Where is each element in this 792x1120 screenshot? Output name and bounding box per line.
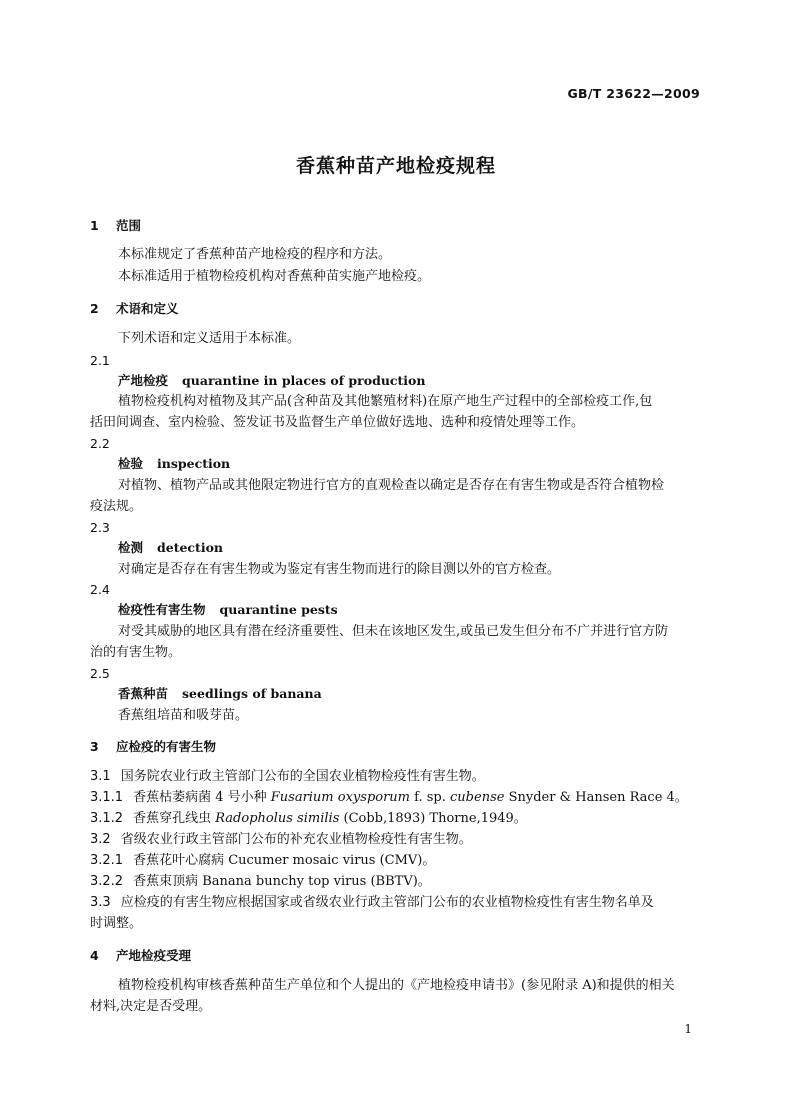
section-2-intro: 下列术语和定义适用于本标准。	[118, 331, 301, 346]
term-definition-line: 对受其威胁的地区具有潜在经济重要性、但未在该地区发生,或虽已发生但分布不广并进行官方防	[118, 624, 669, 639]
term-number: 2.2	[90, 436, 110, 451]
clause-3-1-2: 3.1.2 香蕉穿孔线虫 Radopholus similis (Cobb,1893) Thorne,1949。	[90, 811, 527, 826]
term-definition-line: 对植物、植物产品或其他限定物进行官方的直观检查以确定是否存在有害生物或是否符合植物检	[118, 478, 665, 493]
page-number: 1	[684, 1022, 692, 1036]
section-1-heading: 1 范围	[90, 218, 142, 233]
term-number: 2.4	[90, 582, 110, 597]
section-4-para-line: 植物检疫机构审核香蕉种苗生产单位和个人提出的《产地检疫申请书》(参见附录 A)和提供的相关	[118, 978, 675, 993]
term-definition-line: 治的有害生物。	[90, 645, 182, 660]
clause-3-3-line-2: 时调整。	[90, 916, 143, 931]
clause-3-2-1: 3.2.1 香蕉花叶心腐病 Cucumer mosaic virus (CMV)。	[90, 853, 436, 868]
term-number: 2.5	[90, 666, 110, 681]
term-heading: 香蕉种苗 seedlings of banana	[118, 686, 322, 701]
section-3-heading: 3 应检疫的有害生物	[90, 739, 217, 754]
document-title: 香蕉种苗产地检疫规程	[295, 155, 496, 177]
term-definition-line: 疫法规。	[90, 499, 143, 514]
term-number: 2.1	[90, 353, 110, 368]
section-2-heading: 2 术语和定义	[90, 301, 179, 316]
term-definition-line: 括田间调查、室内检验、签发证书及监督生产单位做好选地、选种和疫情处理等工作。	[90, 415, 585, 430]
clause-3-2: 3.2 省级农业行政主管部门公布的补充农业植物检疫性有害生物。	[90, 832, 472, 847]
term-heading: 检测 detection	[118, 540, 223, 555]
clause-3-1-1: 3.1.1 香蕉枯萎病菌 4 号小种 Fusarium oxysporum f. sp. cubense Snyder & Hansen Race 4。	[90, 790, 688, 805]
term-heading: 检疫性有害生物 quarantine pests	[118, 602, 338, 617]
term-definition-line: 植物检疫机构对植物及其产品(含种苗及其他繁殖材料)在原产地生产过程中的全部检疫工作,包	[118, 394, 653, 409]
standard-code: GB/T 23622—2009	[567, 86, 700, 101]
term-number: 2.3	[90, 520, 110, 535]
section-1-para-2: 本标准适用于植物检疫机构对香蕉种苗实施产地检疫。	[118, 269, 431, 284]
section-1-para-1: 本标准规定了香蕉种苗产地检疫的程序和方法。	[118, 247, 392, 262]
clause-3-1: 3.1 国务院农业行政主管部门公布的全国农业植物检疫性有害生物。	[90, 769, 485, 784]
clause-3-2-2: 3.2.2 香蕉束顶病 Banana bunchy top virus (BBTV)。	[90, 874, 431, 889]
term-definition-line: 香蕉组培苗和吸芽苗。	[118, 708, 249, 723]
term-heading: 检验 inspection	[118, 456, 231, 471]
term-definition-line: 对确定是否存在有害生物或为鉴定有害生物而进行的除目测以外的官方检查。	[118, 562, 561, 577]
section-4-para-line: 材料,决定是否受理。	[90, 999, 212, 1014]
section-4-heading: 4 产地检疫受理	[90, 948, 192, 963]
term-heading: 产地检疫 quarantine in places of production	[118, 373, 426, 388]
clause-3-3: 3.3 应检疫的有害生物应根据国家或省级农业行政主管部门公布的农业植物检疫性有害生物名单及	[90, 895, 654, 910]
